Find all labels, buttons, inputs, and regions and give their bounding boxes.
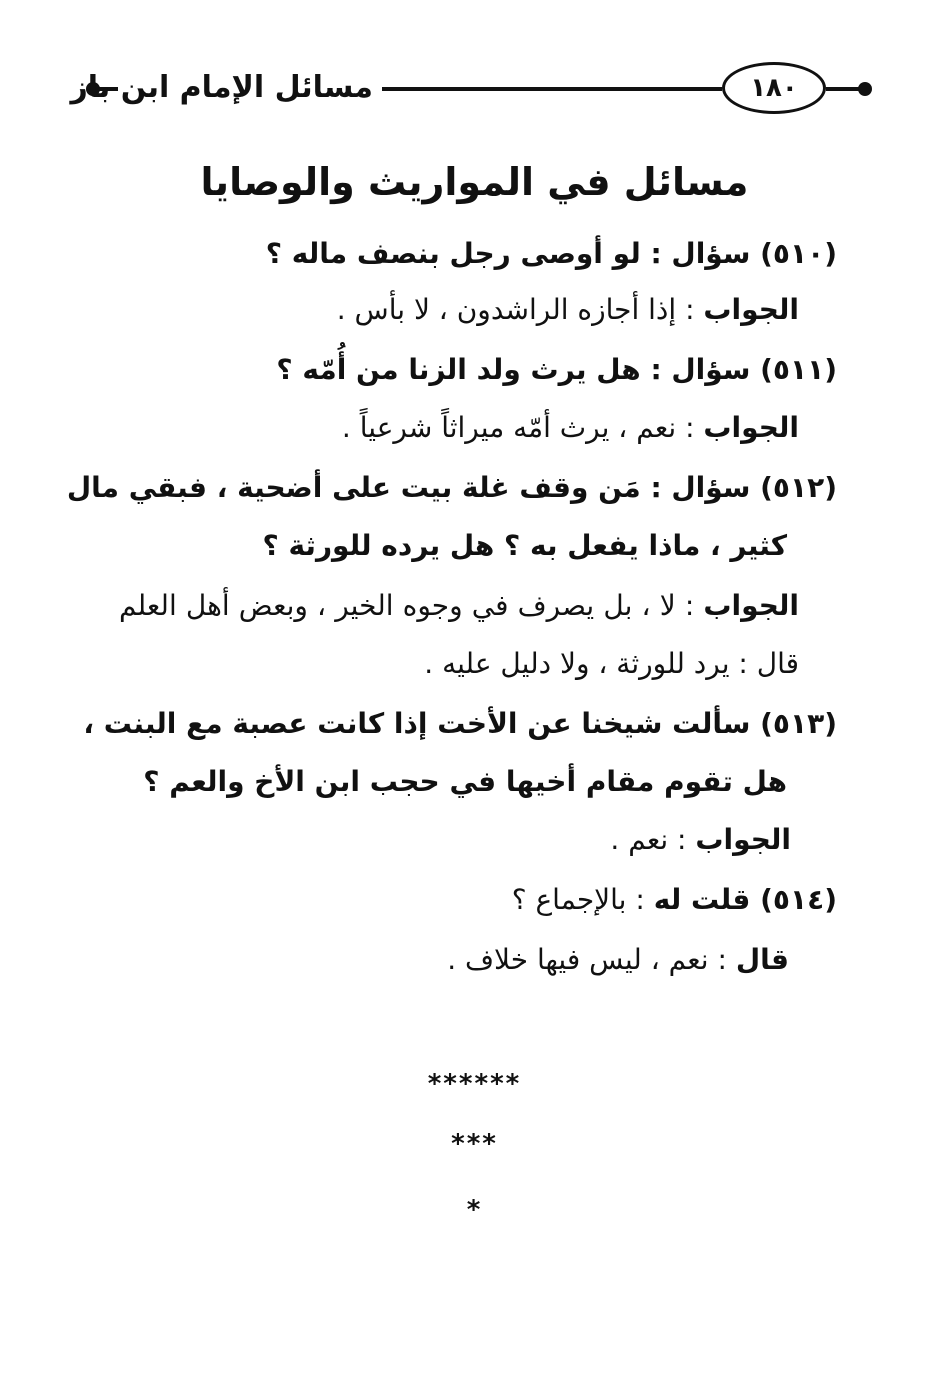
answer-label: الجواب: [703, 589, 799, 622]
chapter-title: مسائل في المواريث والوصايا: [200, 160, 749, 204]
answer-text: : نعم ، يرث أمّه ميراثاً شرعياً .: [341, 411, 704, 444]
page-number: ١٨٠: [722, 62, 826, 114]
answer-label: الجواب: [703, 411, 799, 444]
header-dot-right: [858, 82, 872, 96]
header-rule-middle: [382, 87, 722, 91]
question-512-line2: كثير ، ماذا يفعل به ؟ هل يرده للورثة ؟: [262, 529, 787, 562]
answer-text: : نعم ، ليس فيها خلاف .: [447, 943, 736, 976]
answer-513: [610, 818, 791, 862]
answer-514: [447, 938, 789, 982]
running-title: مسائل الإمام ابن باز: [70, 70, 373, 105]
question-513-line2: هل تقوم مقام أخيها في حجب ابن الأخ والعم ؟: [143, 765, 787, 798]
answer-text: : نعم .: [610, 823, 696, 856]
separator-stars-3: *: [466, 1195, 483, 1225]
answer-510: [337, 288, 799, 332]
answer-label: الجواب: [695, 823, 791, 856]
answer-text: : إذا أجازه الراشدون ، لا بأس .: [336, 293, 704, 326]
question-513-line1: (٥١٣) سألت شيخنا عن الأخت إذا كانت عصبة مع البنت ،: [83, 707, 837, 740]
answer-text: : لا ، بل يصرف في وجوه الخير ، وبعض أهل العلم: [119, 589, 704, 622]
question-text: : بالإجماع ؟: [511, 883, 654, 916]
answer-label: قال: [735, 943, 789, 976]
question-lead: (٥١٤) قلت له: [653, 883, 837, 916]
separator-stars-2: ***: [451, 1129, 498, 1159]
answer-511: [342, 406, 799, 450]
answer-512-line2: قال : يرد للورثة ، ولا دليل عليه .: [424, 647, 799, 680]
question-510: (٥١٠) سؤال : لو أوصى رجل بنصف ماله ؟: [265, 237, 837, 270]
answer-512-line1: [119, 584, 799, 628]
question-511: (٥١١) سؤال : هل يرث ولد الزنا من أُمّه ؟: [276, 353, 837, 386]
answer-label: الجواب: [703, 293, 799, 326]
question-514: [512, 878, 837, 922]
question-512-line1: (٥١٢) سؤال : مَن وقف غلة بيت على أضحية ، فبقي مال: [66, 471, 837, 504]
separator-stars-1: ******: [427, 1069, 522, 1099]
